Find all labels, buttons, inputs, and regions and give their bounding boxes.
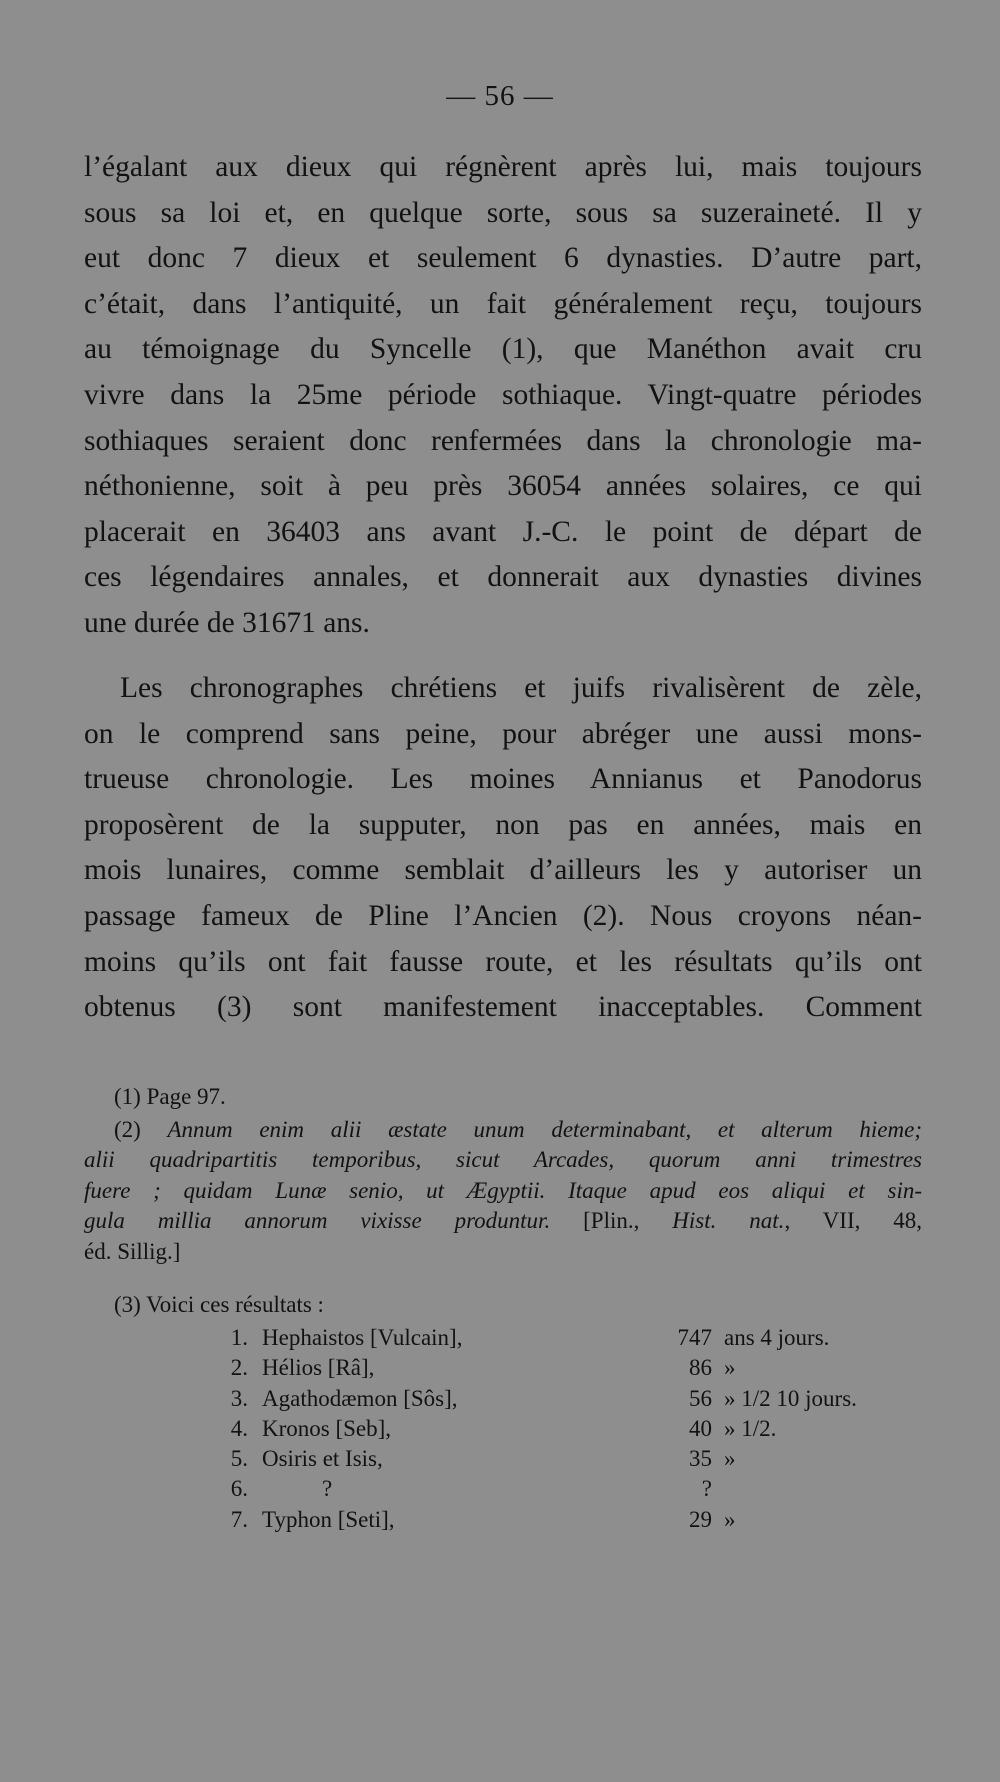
duration-value: ?: [701, 1476, 712, 1502]
text-line: passage fameux de Pline l’Ancien (2). Nous croyons néan-: [84, 899, 922, 932]
table-row: [0, 1384, 1000, 1414]
text-line: mois lunaires, comme semblait d’ailleurs les y autoriser un: [84, 854, 922, 887]
text-line: une durée de 31671 ans.: [84, 606, 370, 639]
table-row: [0, 1353, 1000, 1383]
latin-quote: Annum enim alii æstate unum determinabant, et alterum hieme;: [167, 1117, 922, 1142]
footnote-2: [84, 1115, 922, 1267]
table-row: [0, 1414, 1000, 1444]
footnote-line: [84, 1176, 922, 1206]
duration-value: 29: [689, 1506, 712, 1532]
duration-unit: »: [724, 1506, 736, 1532]
duration-unit: ans 4 jours.: [724, 1325, 830, 1350]
duration-unit: »: [724, 1355, 736, 1381]
row-number: 5.: [230, 1446, 248, 1472]
table-row: [0, 1474, 1000, 1504]
latin-quote: fuere ; quidam Lunæ senio, ut Ægyptii. Itaque apud eos aliqui et sin-: [84, 1177, 922, 1203]
text-line: obtenus (3) sont manifestement inacceptables. Comment: [84, 991, 922, 1024]
god-name: ?: [322, 1476, 333, 1502]
duration-unit: » 1/2.: [724, 1415, 777, 1441]
duration-value: 86: [689, 1355, 712, 1381]
row-number: 3.: [230, 1385, 248, 1411]
page-number: — 56 —: [446, 80, 554, 112]
latin-quote: alii quadripartitis temporibus, sicut Arcades, quorum anni trimestres: [84, 1147, 922, 1173]
footnote-line: [84, 1115, 922, 1145]
duration-value: 747: [677, 1325, 712, 1350]
god-name: Kronos [Seb],: [262, 1415, 392, 1441]
latin-quote: gula millia annorum vixisse produntur.: [84, 1208, 551, 1234]
text-line: Les chronographes chrétiens et juifs rivalisèrent de zèle,: [120, 672, 922, 704]
duration-unit: »: [724, 1446, 736, 1472]
row-number: 6.: [230, 1476, 248, 1502]
text-line: l’égalant aux dieux qui régnèrent après lui, mais toujours: [84, 151, 922, 183]
text-line: au témoignage du Syncelle (1), que Manéthon avait cru: [84, 333, 922, 366]
text-line: placerait en 36403 ans avant J.-C. le point de départ de: [84, 515, 922, 548]
text-line: néthonienne, soit à peu près 36054 années solaires, ce qui: [84, 470, 922, 503]
text-line: trueuse chronologie. Les moines Annianus et Panodorus: [84, 763, 922, 796]
table-row: [0, 1444, 1000, 1474]
paragraph-2: [84, 666, 922, 1031]
text-line: sothiaques seraient donc renfermées dans la chronologie ma-: [84, 424, 922, 457]
footnote-line: [84, 1145, 922, 1175]
row-number: 4.: [230, 1415, 248, 1441]
god-name: Hephaistos [Vulcain],: [262, 1325, 463, 1350]
god-name: Typhon [Seti],: [262, 1506, 395, 1532]
text-line: moins qu’ils ont fait fausse route, et les résultats qu’ils ont: [84, 945, 922, 978]
row-number: 1.: [230, 1325, 248, 1350]
god-name: Osiris et Isis,: [262, 1446, 383, 1472]
footnote-line: éd. Sillig.]: [84, 1238, 181, 1264]
god-name: Agathodæmon [Sôs],: [262, 1385, 458, 1411]
citation-work: Hist. nat.: [672, 1208, 785, 1234]
paragraph-1: [84, 145, 922, 647]
footnote-line: (3) Voici ces résultats :: [114, 1292, 324, 1317]
row-number: 7.: [230, 1506, 248, 1532]
table-row: [0, 1323, 1000, 1353]
text-line: on le comprend sans peine, pour abréger une aussi mons-: [84, 717, 922, 750]
footnote-line: [84, 1206, 922, 1236]
text-line: eut donc 7 dieux et seulement 6 dynasties. D’autre part,: [84, 242, 922, 275]
duration-value: 35: [689, 1446, 712, 1472]
text-line: vivre dans la 25me période sothiaque. Vingt-quatre périodes: [84, 378, 922, 411]
citation-ref: , VII, 48,: [784, 1208, 923, 1234]
footnote-3: [84, 1290, 922, 1320]
citation-prefix: [Plin.,: [550, 1208, 673, 1234]
text-line: sous sa loi et, en quelque sorte, sous sa suzeraineté. Il y: [84, 196, 922, 229]
footnote-marker: (2): [114, 1117, 168, 1142]
god-name: Hélios [Râ],: [262, 1355, 375, 1381]
table-row: [0, 1505, 1000, 1535]
footnote-line: (1) Page 97.: [114, 1084, 226, 1109]
results-table: [0, 1323, 1000, 1535]
duration-unit: » 1/2 10 jours.: [724, 1385, 857, 1411]
text-line: ces légendaires annales, et donnerait aux dynasties divines: [84, 561, 922, 594]
row-number: 2.: [230, 1355, 248, 1381]
text-line: proposèrent de la supputer, non pas en années, mais en: [84, 808, 922, 841]
text-line: c’était, dans l’antiquité, un fait généralement reçu, toujours: [84, 287, 922, 320]
footnote-1: [84, 1082, 922, 1112]
duration-value: 40: [689, 1415, 712, 1441]
duration-value: 56: [689, 1385, 712, 1411]
